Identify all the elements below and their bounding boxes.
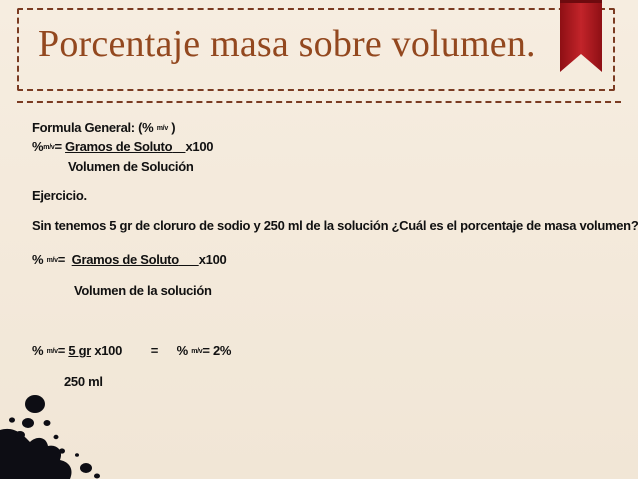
equals-sign: = xyxy=(57,343,69,358)
problem-text: Sin tenemos 5 gr de cloruro de sodio y 250 ml de la solución ¿Cuál es el porcentaje de masa volumen? xyxy=(32,218,638,233)
step2-formula xyxy=(32,343,231,358)
fraction-mv: m/v xyxy=(156,125,168,132)
divider xyxy=(17,101,621,103)
times-100: x100 xyxy=(185,139,214,154)
percent-sign: % xyxy=(32,343,44,358)
result-equals: = xyxy=(150,343,158,358)
step1-formula xyxy=(32,252,226,267)
percent-sign: % xyxy=(32,139,44,154)
times-100: x100 xyxy=(198,252,227,267)
step2-denominator: 250 ml xyxy=(64,374,103,389)
ink-splatter-decoration xyxy=(0,390,110,479)
formula-general xyxy=(32,120,175,135)
formula-general-close: ) xyxy=(171,120,176,135)
formula-numerator: Gramos de Soluto xyxy=(65,139,173,154)
formula-general-label: Formula General: (% xyxy=(32,120,154,135)
fraction-mv: m/v xyxy=(191,348,203,355)
fraction-mv: m/v xyxy=(46,257,58,264)
ribbon-bookmark-icon xyxy=(560,0,602,74)
percent-sign: % xyxy=(176,343,188,358)
result-value: = 2% xyxy=(202,343,232,358)
formula-denominator: Volumen de Solución xyxy=(68,159,194,174)
equals-sign: = xyxy=(54,139,66,154)
fraction-mv: m/v xyxy=(43,144,55,151)
fraction-mv: m/v xyxy=(46,348,58,355)
ejercicio-label: Ejercicio. xyxy=(32,188,87,203)
percent-sign: % xyxy=(32,252,44,267)
equals-sign: = xyxy=(57,252,72,267)
formula-line xyxy=(32,139,213,154)
step2-numerator: 5 gr xyxy=(68,343,92,358)
step1-denominator: Volumen de la solución xyxy=(74,283,212,298)
slide-title: Porcentaje masa sobre volumen. xyxy=(38,23,536,65)
times-100: x100 xyxy=(91,343,123,358)
step1-numerator: Gramos de Soluto xyxy=(71,252,179,267)
